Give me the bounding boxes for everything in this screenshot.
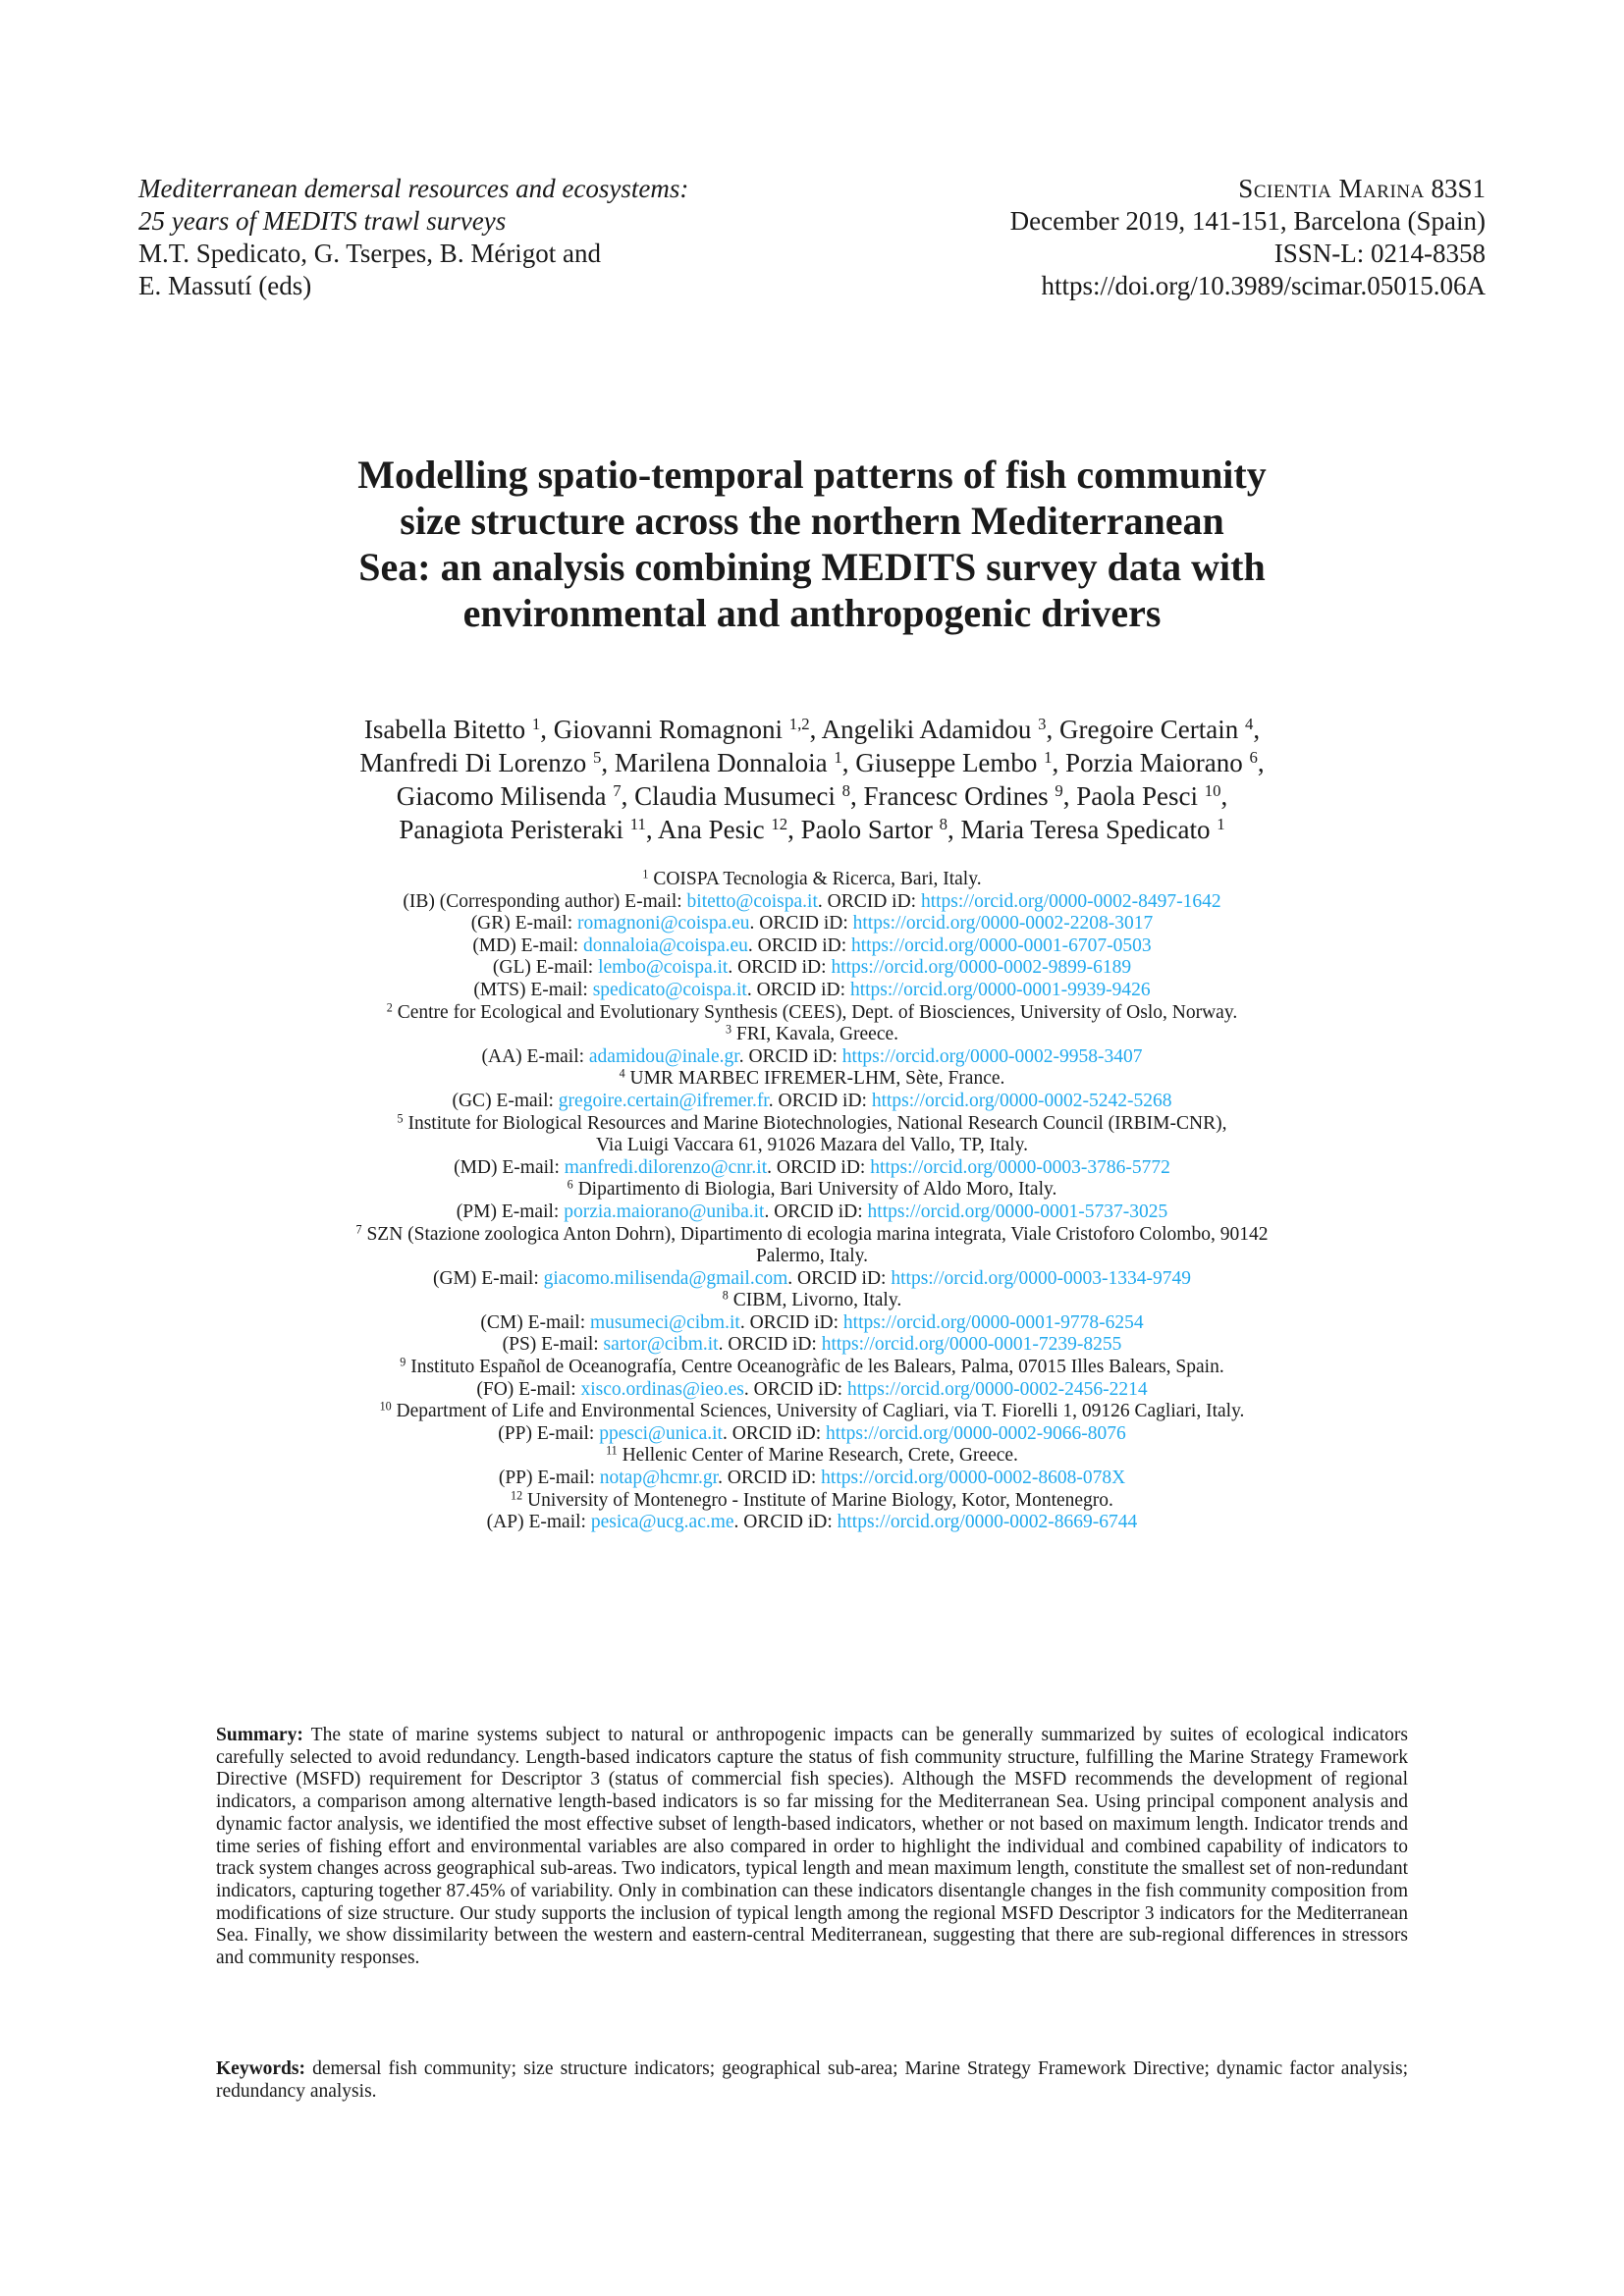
author-name: Marilena Donnaloia [614,748,828,777]
contact-line: (GM) E-mail: giacomo.milisenda@gmail.com. ORCID iD: https://orcid.org/0000-0003-1334-9749 [432,1267,1192,1289]
contact-line: (PM) E-mail: porzia.maiorano@uniba.it. ORCID iD: https://orcid.org/0000-0001-5737-3025 [456,1201,1168,1222]
orcid-label: ORCID iD: [756,979,846,1000]
contact-line: (IB) (Corresponding author) E-mail: bitetto@coispa.it. ORCID iD: https://orcid.org/0000-0002-8497-1642 [403,890,1221,912]
contact-line: (PS) E-mail: sartor@cibm.it. ORCID iD: https://orcid.org/0000-0001-7239-8255 [502,1334,1122,1356]
contact-tag: (GM) E-mail: [432,1267,539,1289]
affiliation-text: Institute for Biological Resources and Marine Biotechnologies, National Research Council (IRBIM-CNR), [407,1112,1227,1134]
contact-line: (MTS) E-mail: spedicato@coispa.it. ORCID iD: https://orcid.org/0000-0001-9939-9426 [473,979,1151,1000]
affiliation-number: 1 [642,867,649,881]
email-link[interactable]: lembo@coispa.it [598,957,729,979]
author-affiliation-number: 8 [939,814,948,833]
orcid-link[interactable]: https://orcid.org/0000-0001-9939-9426 [849,979,1151,1000]
author-line: Panagiota Peristeraki $^{11}$, Ana Pesic $^{12}$, Paolo Sartor $^8$, Maria Teresa Spedicato $^1$ [399,814,1225,844]
affiliation-line [177,1290,1447,1312]
orcid-link[interactable]: https://orcid.org/0000-0002-8608-078X [821,1468,1126,1489]
journal-name: Scientia Marina [1238,174,1425,203]
orcid-label: ORCID iD: [757,934,847,956]
affiliation-text: COISPA Tecnologia & Ricerca, Bari, Italy. [653,869,982,889]
author-affiliation-number: 4 [1244,714,1254,733]
orcid-link[interactable]: https://orcid.org/0000-0001-6707-0503 [851,934,1152,956]
contact-tag: (AP) E-mail: [486,1512,586,1533]
affiliation-line [177,1110,1447,1136]
author-affiliation-number: 1 [1217,814,1225,833]
contact-line: (AP) E-mail: pesica@ucg.ac.me. ORCID iD: https://orcid.org/0000-0002-8669-6744 [486,1512,1138,1533]
author-list [177,713,1447,846]
email-link[interactable]: pesica@ucg.ac.me [590,1512,734,1533]
title-line-1: Modelling spatio-temporal patterns of fish community [357,453,1267,497]
email-link[interactable]: spedicato@coispa.it [592,979,747,1000]
affiliation-text: Via Luigi Vaccara 61, 91026 Mazara del Vallo, TP, Italy. [596,1135,1028,1156]
contact-tag: (MTS) E-mail: [473,979,588,1000]
author-affiliation-number: 11 [629,814,646,833]
author-affiliation-number: 5 [593,747,602,767]
affiliation-text: UMR MARBEC IFREMER-LHM, Sète, France. [629,1068,1005,1090]
contact-line: (PP) E-mail: notap@hcmr.gr. ORCID iD: https://orcid.org/0000-0002-8608-078X [498,1468,1126,1489]
orcid-link[interactable]: https://orcid.org/0000-0002-8669-6744 [837,1512,1138,1533]
orcid-label: ORCID iD: [737,957,827,979]
author-affiliation-number: 3 [1038,714,1047,733]
email-link[interactable]: romagnoni@coispa.eu [577,913,750,934]
orcid-link[interactable]: https://orcid.org/0000-0002-9899-6189 [831,957,1132,979]
author-affiliation-number: 9 [1055,780,1063,800]
volume-info [138,173,845,302]
contact-tag: (GL) E-mail: [492,957,594,979]
publication-date: December 2019, 141-151, Barcelona (Spain) [1009,206,1486,236]
orcid-link[interactable]: https://orcid.org/0000-0001-7239-8255 [821,1334,1122,1356]
author-name: Gregoire Certain [1059,715,1239,744]
summary-label: Summary: [216,1725,303,1745]
author-name: Giuseppe Lembo [855,748,1038,777]
volume-title-line-1: Mediterranean demersal resources and ecosystems: [138,174,689,203]
affiliation-line [177,1246,1447,1268]
title-line-3: Sea: an analysis combining MEDITS survey data with [358,545,1266,589]
email-link[interactable]: donnaloia@coispa.eu [582,934,748,956]
summary [216,1725,1408,1970]
affiliation-number: 12 [511,1487,523,1502]
email-link[interactable]: musumeci@cibm.it [590,1311,740,1333]
contact-line: (FO) E-mail: xisco.ordinas@ieo.es. ORCID iD: https://orcid.org/0000-0002-2456-2214 [476,1378,1148,1400]
contact-tag: (AA) E-mail: [481,1045,585,1067]
keywords [216,2058,1408,2103]
affiliation-text: Centre for Ecological and Evolutionary Synthesis (CEES), Dept. of Biosciences, University of Oslo, Norway. [397,1001,1238,1023]
title-line-2: size structure across the northern Mediterranean [400,499,1224,543]
affiliation-line [177,869,1447,891]
affiliation-line [177,999,1447,1025]
keywords-label: Keywords: [216,2058,305,2079]
affiliation-line [177,1221,1447,1247]
email-link[interactable]: bitetto@coispa.it [686,890,818,912]
email-link[interactable]: gregoire.certain@ifremer.fr [558,1090,769,1111]
doi-link[interactable]: https://doi.org/10.3989/scimar.05015.06A [1041,271,1486,300]
summary-text: The state of marine systems subject to natural or anthropogenic impacts can be generally summarized by suites of ecological indicators carefully selected to avoid redundancy. Length-based indicators capture the status of fish community structure, fulfilling the Marine Strategy Framework Directive (MSFD) requirement for Descriptor 3 (status of commercial fish species). Although the MSFD recommends the development of regional indicators, a comparison among alternative length-based indicators is so far missing for the Mediterranean Sea. Using principal component analysis and dynamic factor analysis, we identified the most effective subset of length-based indicators, whether or not based on maximum length. Indicator trends and time series of fishing effort and environmental variables are also compared in order to highlight the individual and combined capability of indicators to track system changes across geographical sub-areas. Two indicators, typical length and mean maximum length, constitute the smallest set of non-redundant indicators, capturing together 87.45% of variability. Only in combination can these indicators disentangle changes in the fish community composition from modifications of size structure. Our study supports the inclusion of typical length among the regional MSFD Descriptor 3 indicators for the Mediterranean Sea. Finally, we show dissimilarity between the western and eastern-central Mediterranean, suggesting that there are sub-regional differences in stressors and community responses. [216,1725,1408,1969]
contact-tag: (IB) (Corresponding author) E-mail: [403,890,682,912]
affiliation-line [177,1401,1447,1423]
author-name: Manfredi Di Lorenzo [359,748,587,777]
orcid-label: ORCID iD: [778,1090,867,1111]
author-affiliation-number: 7 [613,780,622,800]
affiliation-text: SZN (Stazione zoologica Anton Dohrn), Dipartimento di ecologia marina integrata, Viale Cristoforo Colombo, 90142 [366,1223,1269,1245]
author-name: Porzia Maiorano [1065,748,1243,777]
author-line: Isabella Bitetto $^1$, Giovanni Romagnoni $^{1,2}$, Angeliki Adamidou $^3$, Gregoire Certain $^4$, [363,714,1261,744]
affiliation-number: 11 [606,1443,618,1458]
affiliation-number: 3 [725,1022,732,1037]
affiliation-number: 5 [397,1110,404,1125]
author-name: Paolo Sartor [800,815,933,844]
orcid-link[interactable]: https://orcid.org/0000-0003-3786-5772 [870,1156,1170,1178]
affiliation-line [177,1179,1447,1201]
affiliation-number: 6 [567,1177,573,1192]
journal-line [779,173,1486,205]
email-link[interactable]: porzia.maiorano@uniba.it [564,1201,765,1222]
contact-line: (CM) E-mail: musumeci@cibm.it. ORCID iD: https://orcid.org/0000-0001-9778-6254 [480,1311,1144,1333]
contact-tag: (MD) E-mail: [472,934,579,956]
email-link[interactable]: giacomo.milisenda@gmail.com [543,1267,788,1289]
author-affiliation-number: 8 [841,780,850,800]
author-line: Manfredi Di Lorenzo $^5$, Marilena Donnaloia $^1$, Giuseppe Lembo $^1$, Porzia Maiorano $^6$, [359,747,1265,777]
email-link[interactable]: ppesci@unica.it [599,1422,723,1444]
paper-title [177,452,1447,636]
affiliation-number: 8 [722,1288,729,1303]
contact-tag: (GC) E-mail: [452,1090,554,1111]
contact-line: (GL) E-mail: lembo@coispa.it. ORCID iD: https://orcid.org/0000-0002-9899-6189 [492,957,1132,979]
orcid-label: ORCID iD: [731,1422,822,1444]
author-affiliation-number: 1 [531,714,541,733]
contact-tag: (PP) E-mail: [498,1422,595,1444]
orcid-label: ORCID iD: [774,1201,863,1222]
author-name: Claudia Musumeci [634,781,836,811]
journal-volume: 83S1 [1431,174,1486,203]
contact-tag: (MD) E-mail: [454,1156,560,1178]
orcid-link[interactable]: https://orcid.org/0000-0003-1334-9749 [891,1267,1192,1289]
affiliation-text: Department of Life and Environmental Sciences, University of Cagliari, via T. Fiorelli 1, 09126 Cagliari, Italy. [396,1401,1245,1422]
contact-line: (AA) E-mail: adamidou@inale.gr. ORCID iD: https://orcid.org/0000-0002-9958-3407 [481,1045,1143,1067]
affiliation-number: 10 [379,1399,392,1414]
contact-tag: (PS) E-mail: [502,1334,599,1356]
affiliation-number: 4 [619,1066,625,1081]
email-link[interactable]: notap@hcmr.gr [599,1468,719,1489]
affiliation-line [177,1068,1447,1091]
author-name: Giovanni Romagnoni [553,715,783,744]
affiliation-line [177,1445,1447,1468]
email-link[interactable]: manfredi.dilorenzo@cnr.it [564,1156,768,1178]
affiliation-line [177,1487,1447,1513]
contact-line: (MD) E-mail: manfredi.dilorenzo@cnr.it. ORCID iD: https://orcid.org/0000-0003-3786-5772 [454,1156,1170,1178]
email-link[interactable]: sartor@cibm.it [603,1334,719,1356]
contact-tag: (PM) E-mail: [456,1201,560,1222]
author-name: Giacomo Milisenda [396,781,607,811]
affiliation-text: Palermo, Italy. [755,1246,869,1267]
keywords-text: demersal fish community; size structure indicators; geographical sub-area; Marine Strategy Framework Directive; dynamic factor analysis; redundancy analysis. [216,2058,1408,2102]
affiliation-line [177,1357,1447,1379]
email-link[interactable]: xisco.ordinas@ieo.es [580,1378,744,1400]
author-affiliation-number: 6 [1249,747,1258,767]
author-name: Paola Pesci [1076,781,1198,811]
editors-line-1: M.T. Spedicato, G. Tserpes, B. Mérigot and [138,239,602,268]
author-name: Panagiota Peristeraki [399,815,624,844]
orcid-label: ORCID iD: [728,1334,817,1356]
orcid-link[interactable]: https://orcid.org/0000-0001-5737-3025 [867,1201,1168,1222]
affiliation-number: 2 [386,999,393,1014]
author-affiliation-number: 12 [771,814,788,833]
orcid-link[interactable]: https://orcid.org/0000-0002-2208-3017 [852,913,1154,934]
email-link[interactable]: adamidou@inale.gr [588,1045,739,1067]
affiliation-text: University of Montenegro - Institute of Marine Biology, Kotor, Montenegro. [527,1489,1113,1511]
editors-line-2: E. Massutí (eds) [138,271,312,300]
affiliation-text: Dipartimento di Biologia, Bari University of Aldo Moro, Italy. [577,1179,1057,1201]
contact-line: (MD) E-mail: donnaloia@coispa.eu. ORCID iD: https://orcid.org/0000-0001-6707-0503 [472,934,1152,956]
volume-title-line-2: 25 years of MEDITS trawl surveys [138,206,507,236]
issn: ISSN-L: 0214-8358 [1273,239,1486,268]
orcid-label: ORCID iD: [727,1468,817,1489]
author-affiliation-number: 1 [1044,747,1053,767]
contact-tag: (FO) E-mail: [476,1378,576,1400]
author-line: Giacomo Milisenda $^7$, Claudia Musumeci $^8$, Francesc Ordines $^9$, Paola Pesci $^{10}$, [396,780,1228,811]
journal-info [779,173,1486,302]
affiliation-text: Hellenic Center of Marine Research, Crete, Greece. [622,1445,1018,1467]
author-affiliation-number: 1 [834,747,842,767]
author-name: Angeliki Adamidou [821,715,1032,744]
author-name: Isabella Bitetto [363,715,526,744]
orcid-link[interactable]: https://orcid.org/0000-0001-9778-6254 [842,1311,1144,1333]
affiliation-text: Instituto Español de Oceanografía, Centre Oceanogràfic de les Balears, Palma, 07015 Illes Balears, Spain. [410,1357,1224,1378]
orcid-link[interactable]: https://orcid.org/0000-0002-9066-8076 [826,1422,1126,1444]
orcid-link[interactable]: https://orcid.org/0000-0002-9958-3407 [841,1045,1143,1067]
author-name: Francesc Ordines [863,781,1049,811]
contact-line: (PP) E-mail: ppesci@unica.it. ORCID iD: https://orcid.org/0000-0002-9066-8076 [498,1422,1126,1444]
affiliation-number: 9 [400,1355,406,1369]
orcid-label: ORCID iD: [827,890,917,912]
contact-line: (GR) E-mail: romagnoni@coispa.eu. ORCID iD: https://orcid.org/0000-0002-2208-3017 [470,913,1154,934]
affiliations [177,869,1447,1534]
orcid-label: ORCID iD: [753,1378,843,1400]
contact-tag: (PP) E-mail: [498,1468,595,1489]
orcid-label: ORCID iD: [748,1045,838,1067]
contact-line: (GC) E-mail: gregoire.certain@ifremer.fr. ORCID iD: https://orcid.org/0000-0002-5242-5268 [452,1090,1172,1111]
orcid-label: ORCID iD: [776,1156,866,1178]
orcid-link[interactable]: https://orcid.org/0000-0002-5242-5268 [871,1090,1172,1111]
orcid-label: ORCID iD: [797,1267,887,1289]
affiliation-text: FRI, Kavala, Greece. [735,1024,899,1045]
contact-tag: (GR) E-mail: [470,913,573,934]
author-name: Maria Teresa Spedicato [960,815,1211,844]
orcid-link[interactable]: https://orcid.org/0000-0002-2456-2214 [846,1378,1148,1400]
orcid-label: ORCID iD: [759,913,848,934]
orcid-label: ORCID iD: [743,1512,833,1533]
affiliation-number: 7 [355,1221,362,1236]
affiliation-line [177,1024,1447,1046]
orcid-label: ORCID iD: [749,1311,839,1333]
affiliation-line [177,1135,1447,1157]
orcid-link[interactable]: https://orcid.org/0000-0002-8497-1642 [920,890,1221,912]
author-affiliation-number: 1,2 [788,714,810,733]
title-line-4: environmental and anthropogenic drivers [462,591,1162,635]
author-name: Ana Pesic [657,815,765,844]
contact-tag: (CM) E-mail: [480,1311,586,1333]
author-affiliation-number: 10 [1204,780,1221,800]
affiliation-text: CIBM, Livorno, Italy. [732,1290,902,1311]
